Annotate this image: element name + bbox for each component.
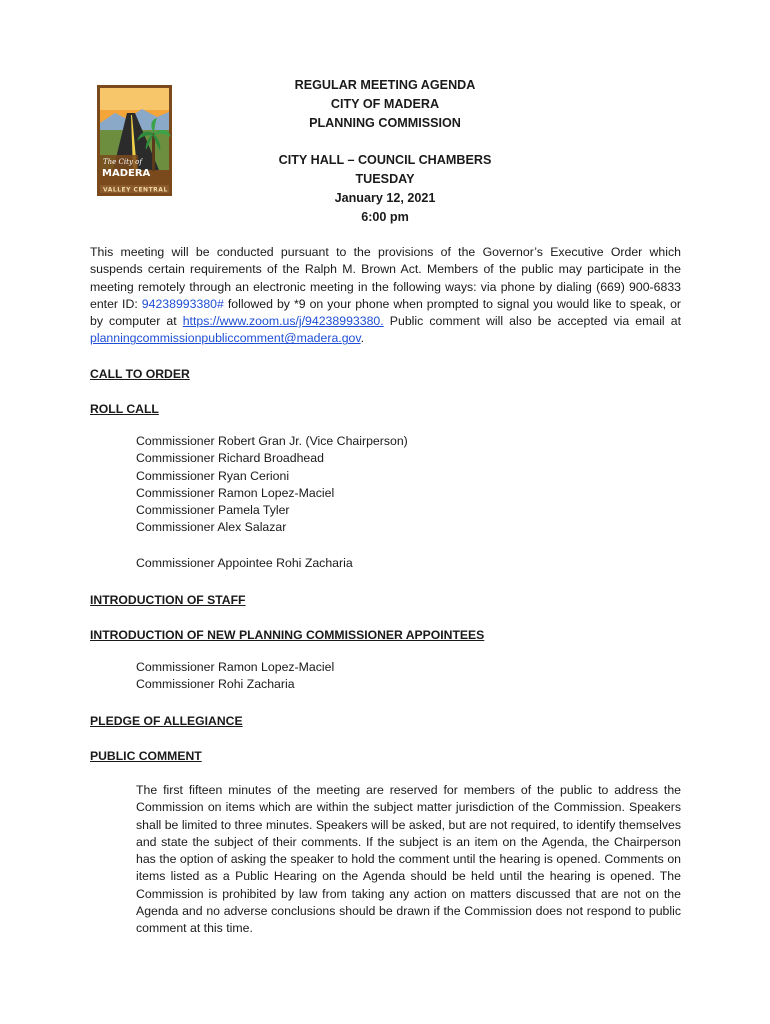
heading-roll-call: ROLL CALL bbox=[90, 402, 159, 416]
intro-text-4: . bbox=[360, 331, 365, 346]
list-item: Commissioner Ryan Cerioni bbox=[136, 468, 290, 483]
heading-introduction-of-new-appointees: INTRODUCTION OF NEW PLANNING COMMISSIONER APPOINTEES bbox=[90, 628, 485, 642]
list-item: Commissioner Appointee Rohi Zacharia bbox=[136, 556, 353, 570]
header-location: CITY HALL – COUNCIL CHAMBERS bbox=[278, 153, 492, 168]
public-comment-paragraph: The first fifteen minutes of the meeting are reserved for members of the public to address the Commission on items which are within the subject matter jurisdiction of the Commission. Speakers shall be limited to three minutes. Speakers will be asked, but are not required, to identify themselves and state the subject of their comments. If the subject is an item on the Agenda, the Chairperson has the option of asking the speaker to hold the comment until the hearing is opened. Comments on items listed as a Public Hearing on the Agenda should be held until the hearing is opened. The Commission is prohibited by law from taking any action on matters discussed that are not on the Agenda and no adverse conclusions should be drawn if the Commission does not respond to public comment at this time. bbox=[136, 783, 681, 936]
list-item: Commissioner Pamela Tyler bbox=[136, 503, 290, 518]
roll-call-list bbox=[136, 433, 408, 537]
list-item: Commissioner Rohi Zacharia bbox=[136, 677, 295, 692]
intro-text-3: Public comment will also be accepted via email at bbox=[383, 314, 681, 329]
heading-public-comment: PUBLIC COMMENT bbox=[90, 749, 202, 763]
header-body: PLANNING COMMISSION bbox=[309, 115, 461, 130]
city-of-madera-logo bbox=[97, 85, 172, 196]
header-time: 6:00 pm bbox=[361, 209, 409, 224]
meeting-id-link[interactable]: 94238993380# bbox=[141, 296, 224, 311]
header-date: January 12, 2021 bbox=[334, 190, 436, 205]
email-link[interactable]: planningcommissionpubliccomment@madera.gov bbox=[90, 331, 361, 346]
heading-introduction-of-staff: INTRODUCTION OF STAFF bbox=[90, 593, 246, 607]
header-city: CITY OF MADERA bbox=[330, 96, 440, 111]
heading-pledge-of-allegiance: PLEDGE OF ALLEGIANCE bbox=[90, 714, 243, 728]
list-item: Commissioner Robert Gran Jr. (Vice Chairperson) bbox=[136, 434, 408, 448]
agenda-header bbox=[250, 76, 520, 227]
intro-text-1: This meeting will be conducted pursuant to the provisions of the Governor’s Executive Order which suspends certain requirements of the Ralph M. Brown Act. Members of the public may participate in the meeting remotely through an electronic meeting in the following ways: via phone by dialing (669) 900-6833 enter ID: bbox=[90, 245, 681, 311]
logo-text-line2: MADERA bbox=[102, 168, 151, 179]
logo-text-line3: VALLEY CENTRAL bbox=[103, 186, 168, 194]
intro-text-2: followed by *9 on your phone when prompted to signal you would like to speak, or by computer at bbox=[90, 296, 682, 329]
new-appointees-list bbox=[136, 659, 334, 694]
list-item: Commissioner Ramon Lopez-Maciel bbox=[136, 485, 335, 500]
list-item: Commissioner Richard Broadhead bbox=[136, 451, 324, 466]
header-day: TUESDAY bbox=[355, 172, 415, 187]
logo-text-line1: The City of bbox=[103, 158, 142, 166]
list-item: Commissioner Alex Salazar bbox=[136, 520, 287, 535]
heading-call-to-order: CALL TO ORDER bbox=[90, 367, 190, 381]
intro-paragraph bbox=[90, 244, 681, 348]
zoom-link[interactable]: https://www.zoom.us/j/94238993380. bbox=[182, 314, 384, 329]
header-title: REGULAR MEETING AGENDA bbox=[294, 78, 476, 92]
appointee-line bbox=[136, 555, 353, 572]
list-item: Commissioner Ramon Lopez-Maciel bbox=[136, 660, 335, 674]
